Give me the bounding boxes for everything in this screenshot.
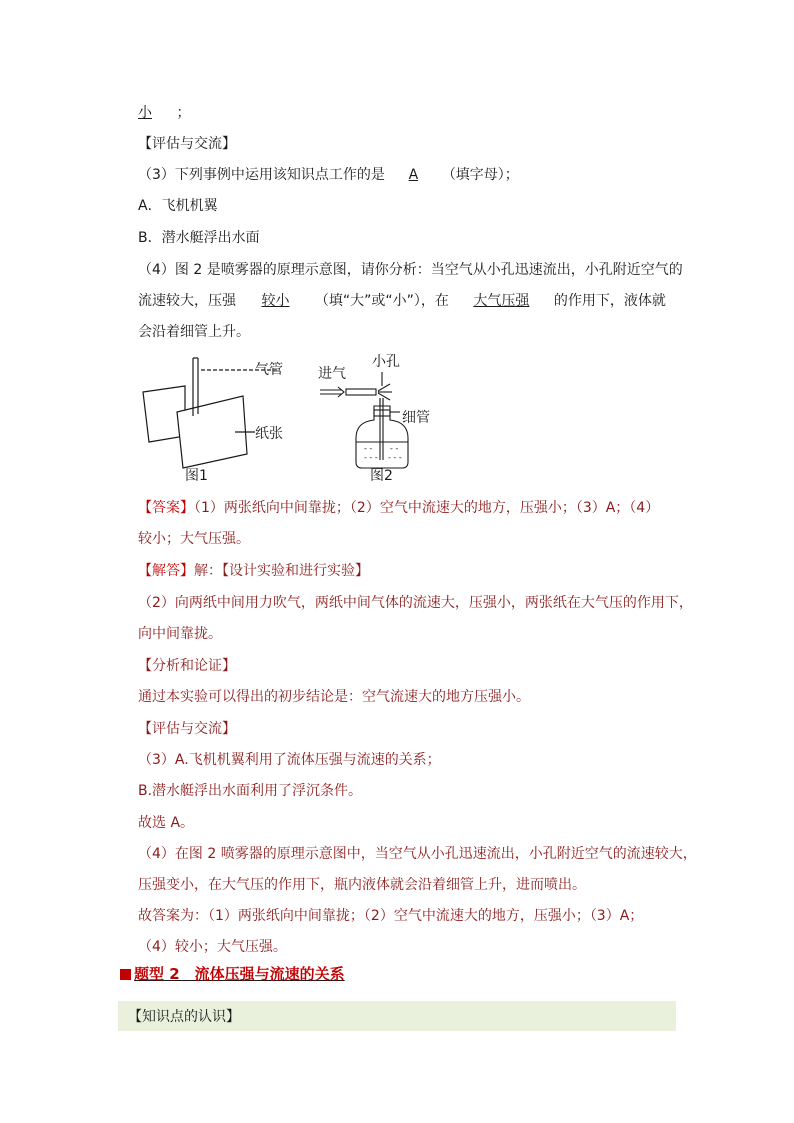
solution-tag: 【解答】 [138,563,194,579]
blank-answer-0: 小 [138,105,152,121]
svg-text:- -: - - [390,444,399,453]
fig2-label-tube: 细管 [402,410,430,426]
question-4-line2: 流速较大，压强 较小 （填“大”或“小”），在 大气压强 的作用下，液体就 [138,293,666,309]
solution-p7b: （4）较小；大气压强。 [138,939,287,955]
fill-line-0: 小 ； [138,105,191,121]
fig1-label-tube: 气管 [255,362,283,378]
figure-1-paper-diagram [135,350,295,488]
fig2-caption: 图2 [370,468,393,484]
fig2-label-inlet: 进气 [318,366,346,382]
svg-text:- -: - - [364,444,373,453]
option-b: B．潜水艇浮出水面 [138,230,260,246]
knowledge-banner [118,1001,676,1031]
answer-tag: 【答案】 [138,500,194,516]
option-a: A．飞机机翼 [138,198,218,214]
solution-p2: 通过本实验可以得出的初步结论是：空气流速大的地方压强小。 [138,689,530,705]
question-4-line1: （4）图 2 是喷雾器的原理示意图，请你分析：当空气从小孔迅速流出，小孔附近空气的 [138,262,683,278]
fig1-caption: 图1 [185,468,208,484]
blank-answer-3: A [408,167,419,183]
solution-heading-analysis: 【分析和论证】 [138,658,236,674]
figure-2-sprayer-diagram [316,350,446,488]
solution-intro: 【解答】解：【设计实验和进行实验】 [138,563,369,579]
question-3: （3）下列事例中运用该知识点工作的是 A （填字母）； [138,167,519,183]
fig2-label-hole: 小孔 [372,354,400,370]
solution-p7a: 故答案为：（1）两张纸向中间靠拢；（2）空气中流速大的地方，压强小；（3）A； [138,908,644,924]
solution-p1b: 向中间靠拢。 [138,626,222,642]
solution-p3: （3）A.飞机机翼利用了流体压强与流速的关系； [138,752,441,768]
answer-line-2: 较小；大气压强。 [138,531,250,547]
solution-p5: 故选 A。 [138,815,195,831]
solution-p4: B.潜水艇浮出水面利用了浮沉条件。 [138,783,363,799]
blank-answer-4a: 较小 [261,293,290,309]
solution-p1a: （2）向两纸中间用力吹气，两纸中间气体的流速大，压强小，两张纸在大气压的作用下， [138,595,693,611]
question-4-line3: 会沿着细管上升。 [138,324,250,340]
knowledge-banner-label: 【知识点的认识】 [128,1009,240,1025]
section-title: 题型 2 流体压强与流速的关系 [120,963,345,984]
svg-text:- - -: - - - [364,453,378,462]
solution-p6a: （4）在图 2 喷雾器的原理示意图中，当空气从小孔迅速流出，小孔附近空气的流速较大， [138,846,697,862]
answer-line-1: 【答案】（1）两张纸向中间靠拢；（2）空气中流速大的地方，压强小；（3）A；（4） [138,500,660,516]
heading-evaluation: 【评估与交流】 [138,136,236,152]
section-marker-icon [120,969,131,980]
solution-p6b: 压强变小，在大气压的作用下，瓶内液体就会沿着细管上升，进而喷出。 [138,877,586,893]
fig1-label-paper: 纸张 [255,426,283,442]
solution-heading-evaluation: 【评估与交流】 [138,721,236,737]
svg-text:- - -: - - - [388,453,402,462]
blank-answer-4b: 大气压强 [473,293,530,309]
